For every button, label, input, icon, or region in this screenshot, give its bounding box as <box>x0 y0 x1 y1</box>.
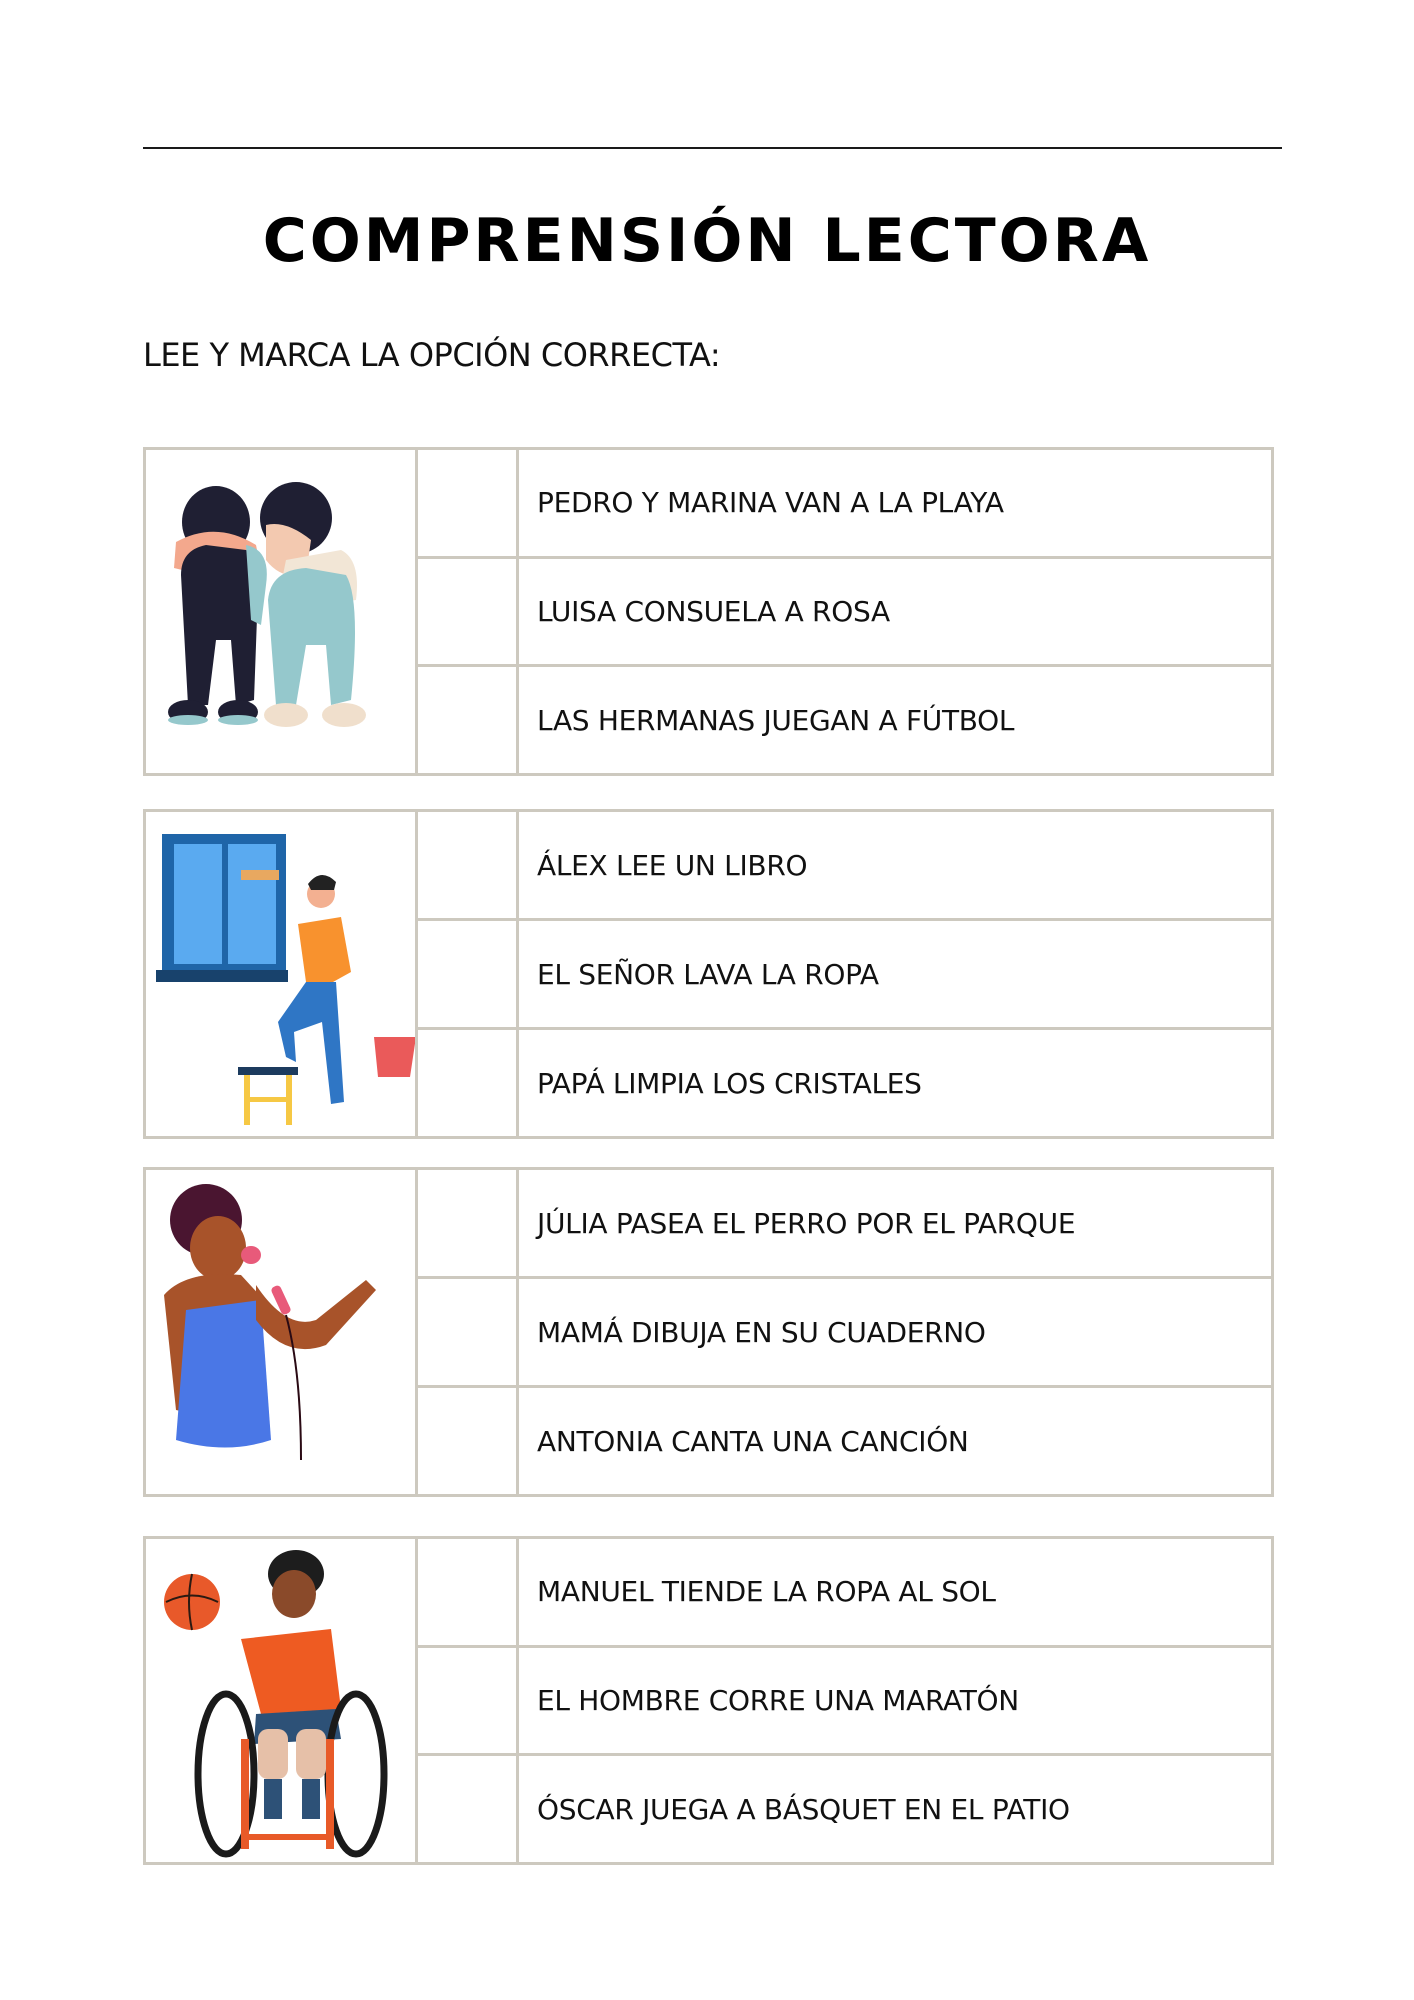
options-list <box>418 1170 1271 1494</box>
instructions-text: LEE Y MARCA LA OPCIÓN CORRECTA: <box>143 336 721 374</box>
answer-checkbox-cell[interactable] <box>418 1648 519 1754</box>
option-label: LUISA CONSUELA A ROSA <box>537 595 890 628</box>
exercise-4 <box>143 1536 1274 1865</box>
exercise-image-cell <box>146 450 418 773</box>
option-label: PAPÁ LIMPIA LOS CRISTALES <box>537 1066 922 1100</box>
option-row <box>418 1170 1271 1279</box>
option-label: ÓSCAR JUEGA A BÁSQUET EN EL PATIO <box>537 1792 1070 1826</box>
answer-checkbox-cell[interactable] <box>418 667 519 773</box>
option-label: JÚLIA PASEA EL PERRO POR EL PARQUE <box>537 1206 1076 1240</box>
answer-checkbox-cell[interactable] <box>418 812 519 918</box>
two-girls-sitting-illustration-icon <box>146 450 415 773</box>
answer-checkbox-cell[interactable] <box>418 1279 519 1385</box>
option-row <box>418 1279 1271 1388</box>
exercise-image-cell <box>146 1539 418 1862</box>
option-label: EL SEÑOR LAVA LA ROPA <box>537 957 879 991</box>
option-row <box>418 559 1271 668</box>
option-label: ANTONIA CANTA UNA CANCIÓN <box>537 1424 969 1458</box>
option-row <box>418 1756 1271 1862</box>
top-divider-line <box>143 147 1282 149</box>
answer-checkbox-cell[interactable] <box>418 1170 519 1276</box>
answer-checkbox-cell[interactable] <box>418 1388 519 1494</box>
option-row <box>418 812 1271 921</box>
options-list <box>418 450 1271 773</box>
option-row <box>418 1388 1271 1494</box>
option-row <box>418 667 1271 773</box>
option-label: ÁLEX LEE UN LIBRO <box>537 848 808 882</box>
page-title: COMPRENSIÓN LECTORA <box>262 206 1152 276</box>
option-label: PEDRO Y MARINA VAN A LA PLAYA <box>537 486 1004 520</box>
answer-checkbox-cell[interactable] <box>418 450 519 556</box>
answer-checkbox-cell[interactable] <box>418 1030 519 1136</box>
options-list <box>418 812 1271 1136</box>
exercise-2 <box>143 809 1274 1139</box>
option-row <box>418 1030 1271 1136</box>
option-label: MAMÁ DIBUJA EN SU CUADERNO <box>537 1315 986 1349</box>
man-cleaning-window-illustration-icon <box>146 812 415 1136</box>
option-row <box>418 921 1271 1030</box>
option-row <box>418 1539 1271 1648</box>
exercise-image-cell <box>146 812 418 1136</box>
option-row <box>418 450 1271 559</box>
option-row <box>418 1648 1271 1757</box>
wheelchair-basketball-illustration-icon <box>146 1539 415 1862</box>
exercise-3 <box>143 1167 1274 1497</box>
options-list <box>418 1539 1271 1862</box>
option-label: MANUEL TIENDE LA ROPA AL SOL <box>537 1575 996 1609</box>
woman-singing-illustration-icon <box>146 1170 415 1494</box>
answer-checkbox-cell[interactable] <box>418 921 519 1027</box>
option-label: LAS HERMANAS JUEGAN A FÚTBOL <box>537 703 1015 737</box>
answer-checkbox-cell[interactable] <box>418 559 519 665</box>
answer-checkbox-cell[interactable] <box>418 1539 519 1645</box>
answer-checkbox-cell[interactable] <box>418 1756 519 1862</box>
exercise-image-cell <box>146 1170 418 1494</box>
exercise-1 <box>143 447 1274 776</box>
option-label: EL HOMBRE CORRE UNA MARATÓN <box>537 1684 1019 1717</box>
